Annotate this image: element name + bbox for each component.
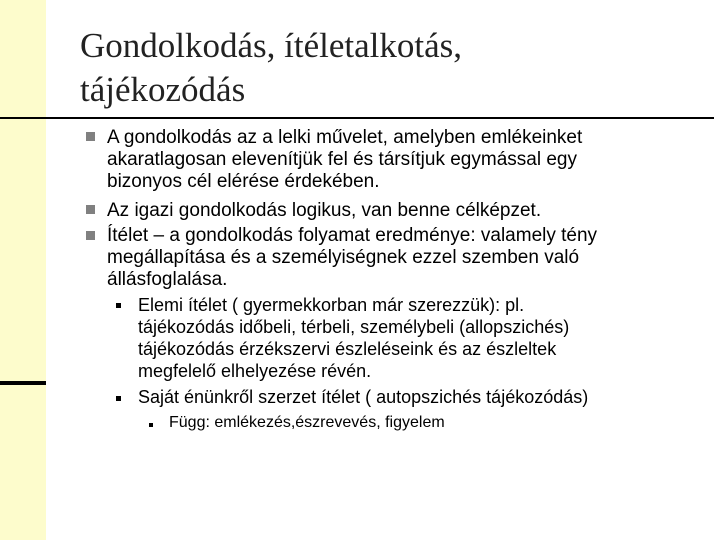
bullet-square-icon — [86, 231, 95, 240]
sub-bullet-item-1-line-4: megfelelő elhelyezése révén. — [138, 361, 372, 381]
sub-bullet-square-icon — [116, 396, 121, 401]
title-line-2: tájékozódás — [80, 70, 246, 109]
bullet-item-2-line-1: Az igazi gondolkodás logikus, van benne célképzet. — [107, 200, 542, 221]
bullet-item-1 — [107, 127, 582, 193]
sub-bullet-item-2 — [138, 386, 588, 408]
sub-bullet-item-1-line-1: Elemi ítélet ( gyermekkorban már szerezzük): pl. — [138, 295, 525, 315]
bullet-square-icon — [86, 205, 95, 214]
bullet-item-2 — [107, 200, 541, 222]
sub-bullet-square-icon — [116, 303, 121, 308]
bullet-square-icon — [86, 132, 95, 141]
bullet-item-3-line-3: állásfoglalása. — [107, 269, 228, 290]
sub-sub-bullet-item-1 — [169, 413, 445, 433]
bullet-item-1-line-2: akaratlagosan elevenítjük fel és társítjuk egymással egy — [107, 149, 577, 170]
bullet-item-3-line-1: Ítélet – a gondolkodás folyamat eredménye: valamely tény — [107, 225, 598, 246]
sub-bullet-item-1-line-3: tájékozódás érzékszervi észleléseink és az észleltek — [138, 339, 557, 359]
title-line-1: Gondolkodás, ítéletalkotás, — [80, 26, 463, 65]
sub-bullet-item-1-line-2: tájékozódás időbeli, térbeli, személybeli (allopszichés) — [138, 317, 570, 337]
sub-sub-bullet-square-icon — [149, 423, 153, 427]
sub-bullet-item-2-line-1: Saját énünkről szerzet ítélet ( autopszichés tájékozódás) — [138, 387, 589, 407]
sub-sub-bullet-item-1-line-1: Függ: emlékezés,észrevevés, figyelem — [169, 414, 445, 431]
bullet-item-1-line-1: A gondolkodás az a lelki művelet, amelyben emlékeinket — [107, 127, 583, 148]
sub-bullet-item-1 — [138, 294, 569, 382]
bullet-item-3-line-2: megállapítása és a személyiségnek ezzel szemben való — [107, 247, 580, 268]
bullet-item-3 — [107, 225, 597, 291]
bullet-item-1-line-3: bizonyos cél elérése érdekében. — [107, 171, 380, 192]
